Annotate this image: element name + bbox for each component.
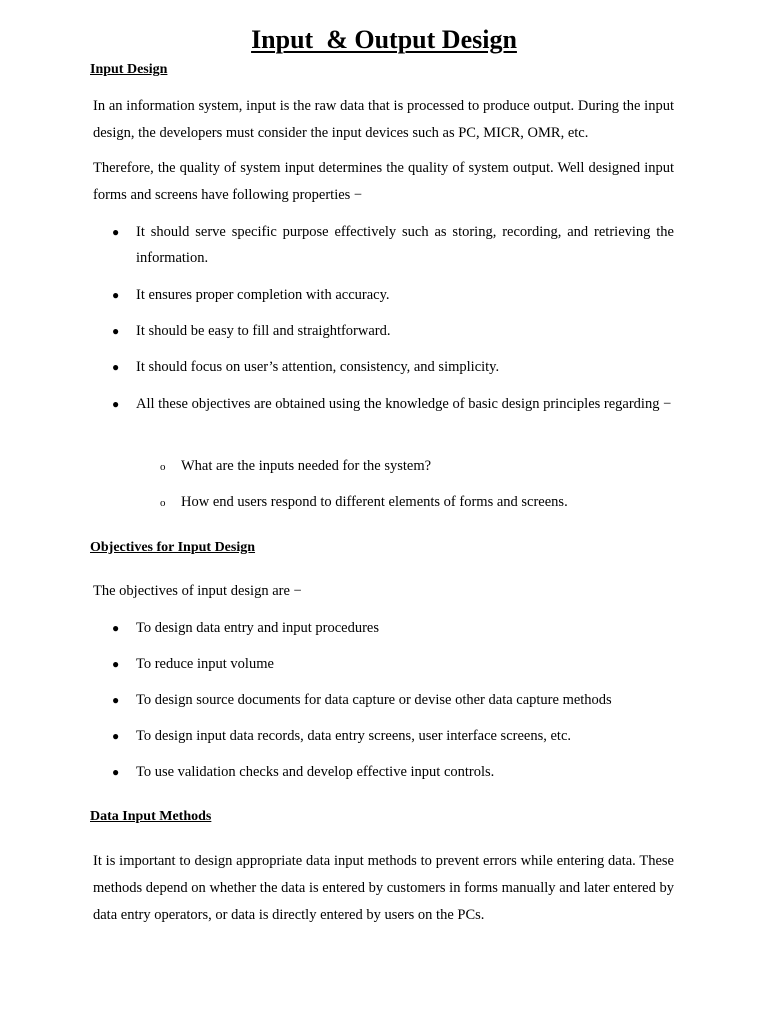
bullet-icon: ●: [112, 693, 120, 707]
sub-list-item-text: How end users respond to different elements of forms and screens.: [181, 494, 568, 510]
bullet-icon: ●: [112, 729, 120, 743]
input-design-paragraph-1: In an information system, input is the raw data that is processed to produce output. During the input design, the developers must consider the input devices such as PC, MICR, OMR, etc.: [93, 98, 674, 141]
data-input-methods-paragraph: It is important to design appropriate data input methods to prevent errors while entering data. These methods depend on whether the data is entered by customers in forms manually and later entered by data entry operators, or data is directly entered by users on the PCs.: [93, 853, 674, 923]
bullet-icon: ●: [112, 360, 120, 374]
list-item: [112, 354, 674, 380]
list-item-text: To use validation checks and develop effective input controls.: [136, 764, 495, 780]
input-design-paragraph-2: Therefore, the quality of system input determines the quality of system output. Well designed input forms and screens have following properties −: [93, 160, 674, 203]
page-title: [0, 22, 768, 58]
list-item-text: To reduce input volume: [136, 656, 274, 672]
list-item: [112, 615, 674, 641]
bullet-icon: ●: [112, 288, 120, 302]
list-item-text: All these objectives are obtained using the knowledge of basic design principles regarding −: [136, 396, 672, 412]
list-item: [112, 318, 674, 344]
list-item: [112, 282, 674, 308]
sub-list-item-text: What are the inputs needed for the system?: [181, 458, 432, 474]
bullet-icon: ●: [112, 621, 120, 635]
list-item-text: To design input data records, data entry screens, user interface screens, etc.: [136, 728, 572, 744]
bullet-icon: ●: [112, 324, 120, 338]
list-item: [112, 651, 674, 677]
bullet-icon: ●: [112, 657, 120, 671]
list-item: [112, 687, 674, 713]
bullet-icon: ●: [112, 225, 120, 239]
list-item-text: It should focus on user’s attention, consistency, and simplicity.: [136, 359, 500, 375]
objectives-intro: The objectives of input design are −: [93, 583, 302, 599]
bullet-icon: ●: [112, 765, 120, 779]
list-item-text: It ensures proper completion with accuracy.: [136, 287, 390, 303]
list-item-text: It should be easy to fill and straightforward.: [136, 323, 391, 339]
page-title-text: Input & Output Design: [251, 25, 517, 54]
heading-input-design: Input Design: [90, 62, 168, 77]
sub-list-item: [160, 453, 674, 479]
heading-data-input-methods: Data Input Methods: [90, 809, 212, 824]
circle-bullet-icon: o: [160, 461, 166, 473]
list-item: [112, 759, 674, 785]
list-item: [112, 219, 674, 271]
bullet-icon: ●: [112, 397, 120, 411]
heading-objectives: Objectives for Input Design: [90, 540, 256, 555]
sub-list-item: [160, 489, 674, 515]
list-item-text: It should serve specific purpose effectively such as storing, recording, and retrieving the information.: [136, 224, 674, 266]
list-item: [112, 391, 674, 417]
list-item: [112, 723, 674, 749]
list-item-text: To design data entry and input procedures: [136, 620, 379, 636]
circle-bullet-icon: o: [160, 497, 166, 509]
list-item-text: To design source documents for data capture or devise other data capture methods: [136, 692, 612, 708]
